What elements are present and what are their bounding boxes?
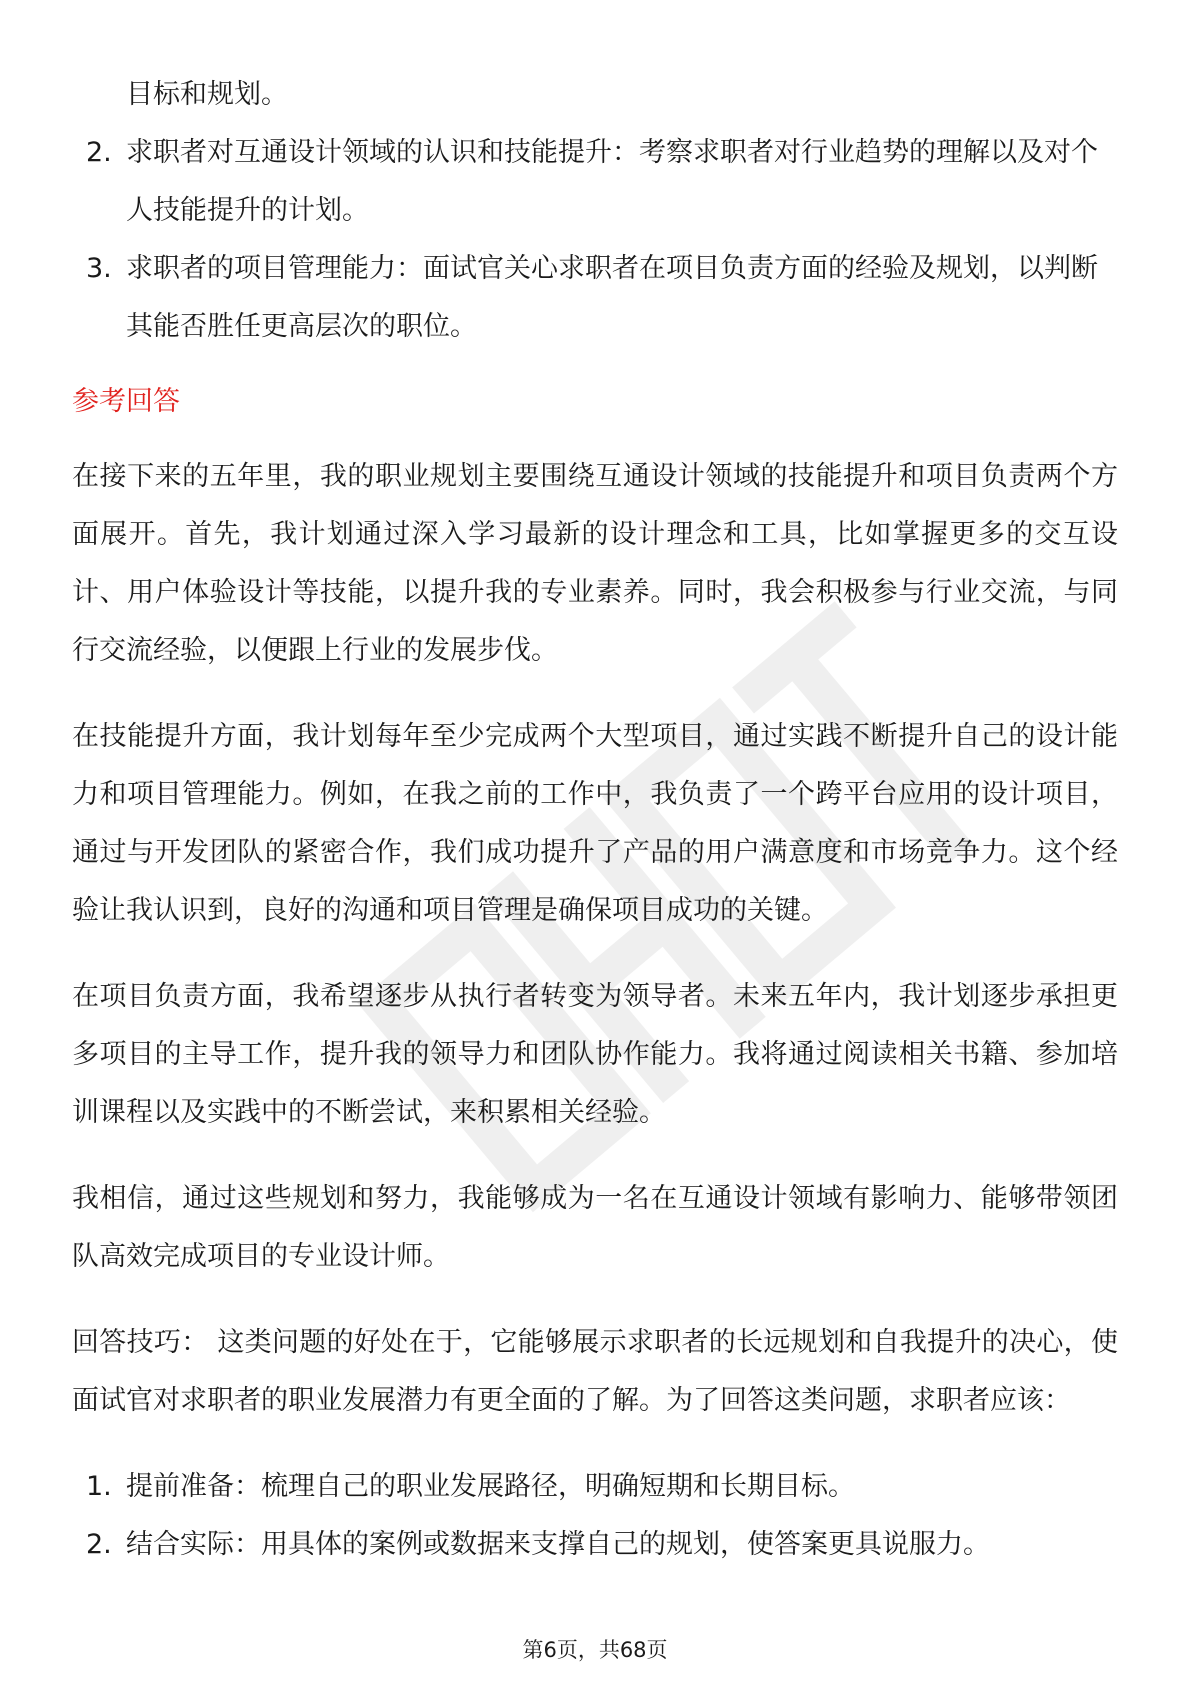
evaluation-points-list xyxy=(72,124,1118,356)
list-item-text: 提前准备：梳理自己的职业发展路径，明确短期和长期目标。 xyxy=(126,1471,855,1502)
list-item-number: 2. xyxy=(86,137,112,168)
tips-list xyxy=(72,1458,1118,1574)
list-item xyxy=(72,124,1118,240)
paragraph: 我相信，通过这些规划和努力，我能够成为一名在互通设计领域有影响力、能够带领团队高效完成项目的专业设计师。 xyxy=(72,1183,1118,1272)
content-area xyxy=(72,66,1118,1574)
list-item-text: 求职者的项目管理能力：面试官关心求职者在项目负责方面的经验及规划，以判断其能否胜任更高层次的职位。 xyxy=(126,253,1098,342)
list-item xyxy=(72,240,1118,356)
section-heading: 参考回答 xyxy=(72,386,180,417)
list-item-text: 结合实际：用具体的案例或数据来支撑自己的规划，使答案更具说服力。 xyxy=(126,1529,990,1560)
paragraph-answer-tips: 回答技巧： 这类问题的好处在于，它能够展示求职者的长远规划和自我提升的决心，使面试官对求职者的职业发展潜力有更全面的了解。为了回答这类问题，求职者应该： xyxy=(72,1327,1118,1416)
list-item-continuation: 目标和规划。 xyxy=(126,79,288,110)
list-item xyxy=(72,1458,1118,1516)
list-item-number: 2. xyxy=(86,1529,112,1560)
paragraph: 在项目负责方面，我希望逐步从执行者转变为领导者。未来五年内，我计划逐步承担更多项目的主导工作，提升我的领导力和团队协作能力。我将通过阅读相关书籍、参加培训课程以及实践中的不断尝试，来积累相关经验。 xyxy=(72,981,1118,1128)
paragraph: 在技能提升方面，我计划每年至少完成两个大型项目，通过实践不断提升自己的设计能力和项目管理能力。例如，在我之前的工作中，我负责了一个跨平台应用的设计项目，通过与开发团队的紧密合作，我们成功提升了产品的用户满意度和市场竞争力。这个经验让我认识到，良好的沟通和项目管理是确保项目成功的关键。 xyxy=(72,721,1118,926)
list-item-number: 1. xyxy=(86,1471,112,1502)
list-item-text: 求职者对互通设计领域的认识和技能提升：考察求职者对行业趋势的理解以及对个人技能提升的计划。 xyxy=(126,137,1098,226)
list-item xyxy=(72,1516,1118,1574)
paragraph: 在接下来的五年里，我的职业规划主要围绕互通设计领域的技能提升和项目负责两个方面展开。首先，我计划通过深入学习最新的设计理念和工具，比如掌握更多的交互设计、用户体验设计等技能，以提升我的专业素养。同时，我会积极参与行业交流，与同行交流经验，以便跟上行业的发展步伐。 xyxy=(72,461,1118,666)
list-item-number: 3. xyxy=(86,253,112,284)
page-footer: 第6页，共68页 xyxy=(522,1638,668,1662)
